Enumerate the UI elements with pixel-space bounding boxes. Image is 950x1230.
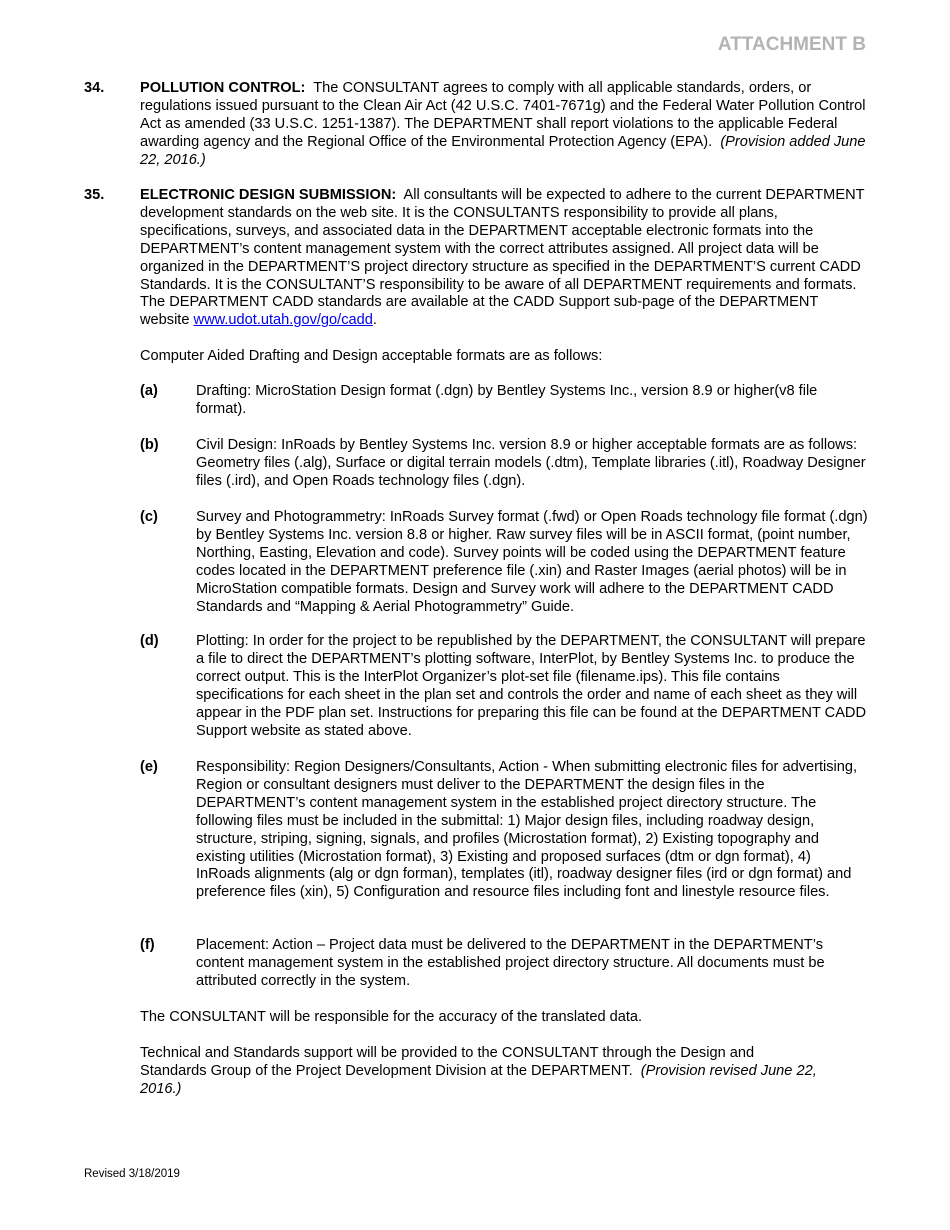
section-34-text (140, 80, 868, 170)
provision-note: (Provision added June 22, 2016.) (140, 133, 866, 168)
list-item-text: Responsibility: Region Designers/Consultants, Action - When submitting electronic files for advertising, Region or consultant designers must deliver to the DEPARTMENT the design files in the DEPARTMENT’s content management system in the established project directory structure. The following files must be included in the submittal: 1) Major design files, including roadway design, structure, striping, signing, signals, and profiles (Microstation format), 2) Existing topography and existing utilities (Microstation format), 3) Existing and proposed surfaces (dtm or dgn format), 4) InRoads alignments (alg or dgn forman), templates (itl), roadway designer files (ird or dgn format) and preference files (xin), 5) Configuration and resource files including font and linestyle resource files. (196, 759, 858, 901)
list-item-c (140, 509, 868, 616)
list-item-label: (b) (140, 437, 159, 453)
sentence-end: . (372, 312, 377, 329)
cadd-website-link[interactable]: www.udot.utah.gov/go/cadd (193, 312, 373, 329)
support-statement (140, 1045, 820, 1099)
list-item-d (140, 633, 868, 740)
list-item-label: (d) (140, 633, 159, 649)
list-item-text: Survey and Photogrammetry: InRoads Survey format (.fwd) or Open Roads technology file format (.dgn) by Bentley Systems Inc. version 8.8 or higher. Raw survey files will be in ASCII format, (point number, Northing, Easting, Elevation and code). Survey points will be coded using the DEPARTMENT feature codes located in the DEPARTMENT preference file (.xin) and Raster Images (aerial photos) will be in MicroStation compatible formats. Design and Survey work will adhere to the DEPARTMENT CADD Standards and “Mapping & Aerial Photogrammetry” Guide. (196, 509, 868, 615)
list-item-text: Drafting: MicroStation Design format (.dgn) by Bentley Systems Inc., version 8.9 or higher(v8 file format). (196, 383, 818, 417)
section-body: All consultants will be expected to adhere to the current DEPARTMENT development standards on the web site. It is the CONSULTANTS responsibility to provide all plans, specifications, surveys, and associated data in the DEPARTMENT acceptable electronic formats into the DEPARTMENT’s content management system with the correct attributes assigned. All project data will be organized in the DEPARTMENT’S project directory structure as specified in the DEPARTMENT’S current CADD Standards. It is the CONSULTANT’S responsibility to be aware of all DEPARTMENT requirements and formats. The DEPARTMENT CADD standards are available at the CADD Support sub-page of the DEPARTMENT website (140, 187, 865, 329)
list-item-label: (f) (140, 937, 155, 953)
section-35 (84, 187, 868, 330)
attachment-label: ATTACHMENT B (717, 34, 866, 55)
section-35-text (140, 187, 868, 330)
section-title: ELECTRONIC DESIGN SUBMISSION: (140, 187, 397, 203)
list-item-label: (e) (140, 759, 158, 775)
section-title: POLLUTION CONTROL: (140, 80, 306, 96)
support-text: Technical and Standards support will be provided to the CONSULTANT through the Design and Standards Group of the Project Development Division at the DEPARTMENT. (140, 1045, 755, 1079)
section-number: 34. (84, 80, 105, 96)
list-item-f (140, 937, 868, 991)
accuracy-statement: The CONSULTANT will be responsible for the accuracy of the translated data. (140, 1009, 643, 1025)
formats-intro: Computer Aided Drafting and Design acceptable formats are as follows: (140, 348, 603, 364)
section-34 (84, 80, 868, 170)
list-item-label: (a) (140, 383, 158, 399)
provision-note: (Provision revised June 22, 2016.) (140, 1062, 817, 1097)
list-item-b (140, 437, 868, 491)
list-item-text: Placement: Action – Project data must be delivered to the DEPARTMENT in the DEPARTMENT’s content management system in the established project directory structure. All documents must be attributed correctly in the system. (196, 937, 825, 989)
list-item-a (140, 383, 868, 419)
list-item-text: Civil Design: InRoads by Bentley Systems Inc. version 8.9 or higher acceptable formats are as follows: Geometry files (.alg), Surface or digital terrain models (.dtm), Template libraries (.itl), Roadway Designer files (.ird), and Open Roads technology files (.dgn). (196, 437, 866, 489)
section-body: The CONSULTANT agrees to comply with all applicable standards, orders, or regulations issued pursuant to the Clean Air Act (42 U.S.C. 7401-7671g) and the Federal Water Pollution Control Act as amended (33 U.S.C. 1251-1387). The DEPARTMENT shall report violations to the applicable Federal awarding agency and the Regional Office of the Environmental Protection Agency (EPA). (140, 80, 866, 150)
list-item-e (140, 759, 868, 902)
list-item-text: Plotting: In order for the project to be republished by the DEPARTMENT, the CONSULTANT will prepare a file to direct the DEPARTMENT’s plotting software, InterPlot, by Bentley Systems Inc. to produce the correct output. This is the InterPlot Organizer’s plot-set file (filename.ips). This file contains specifications for each sheet in the plan set and controls the order and name of each sheet as they will appear in the PDF plan set. Instructions for preparing this file can be found at the DEPARTMENT CADD Support website as stated above. (196, 633, 867, 739)
list-item-label: (c) (140, 509, 158, 525)
section-number: 35. (84, 187, 105, 203)
revision-footer: Revised 3/18/2019 (84, 1168, 180, 1180)
